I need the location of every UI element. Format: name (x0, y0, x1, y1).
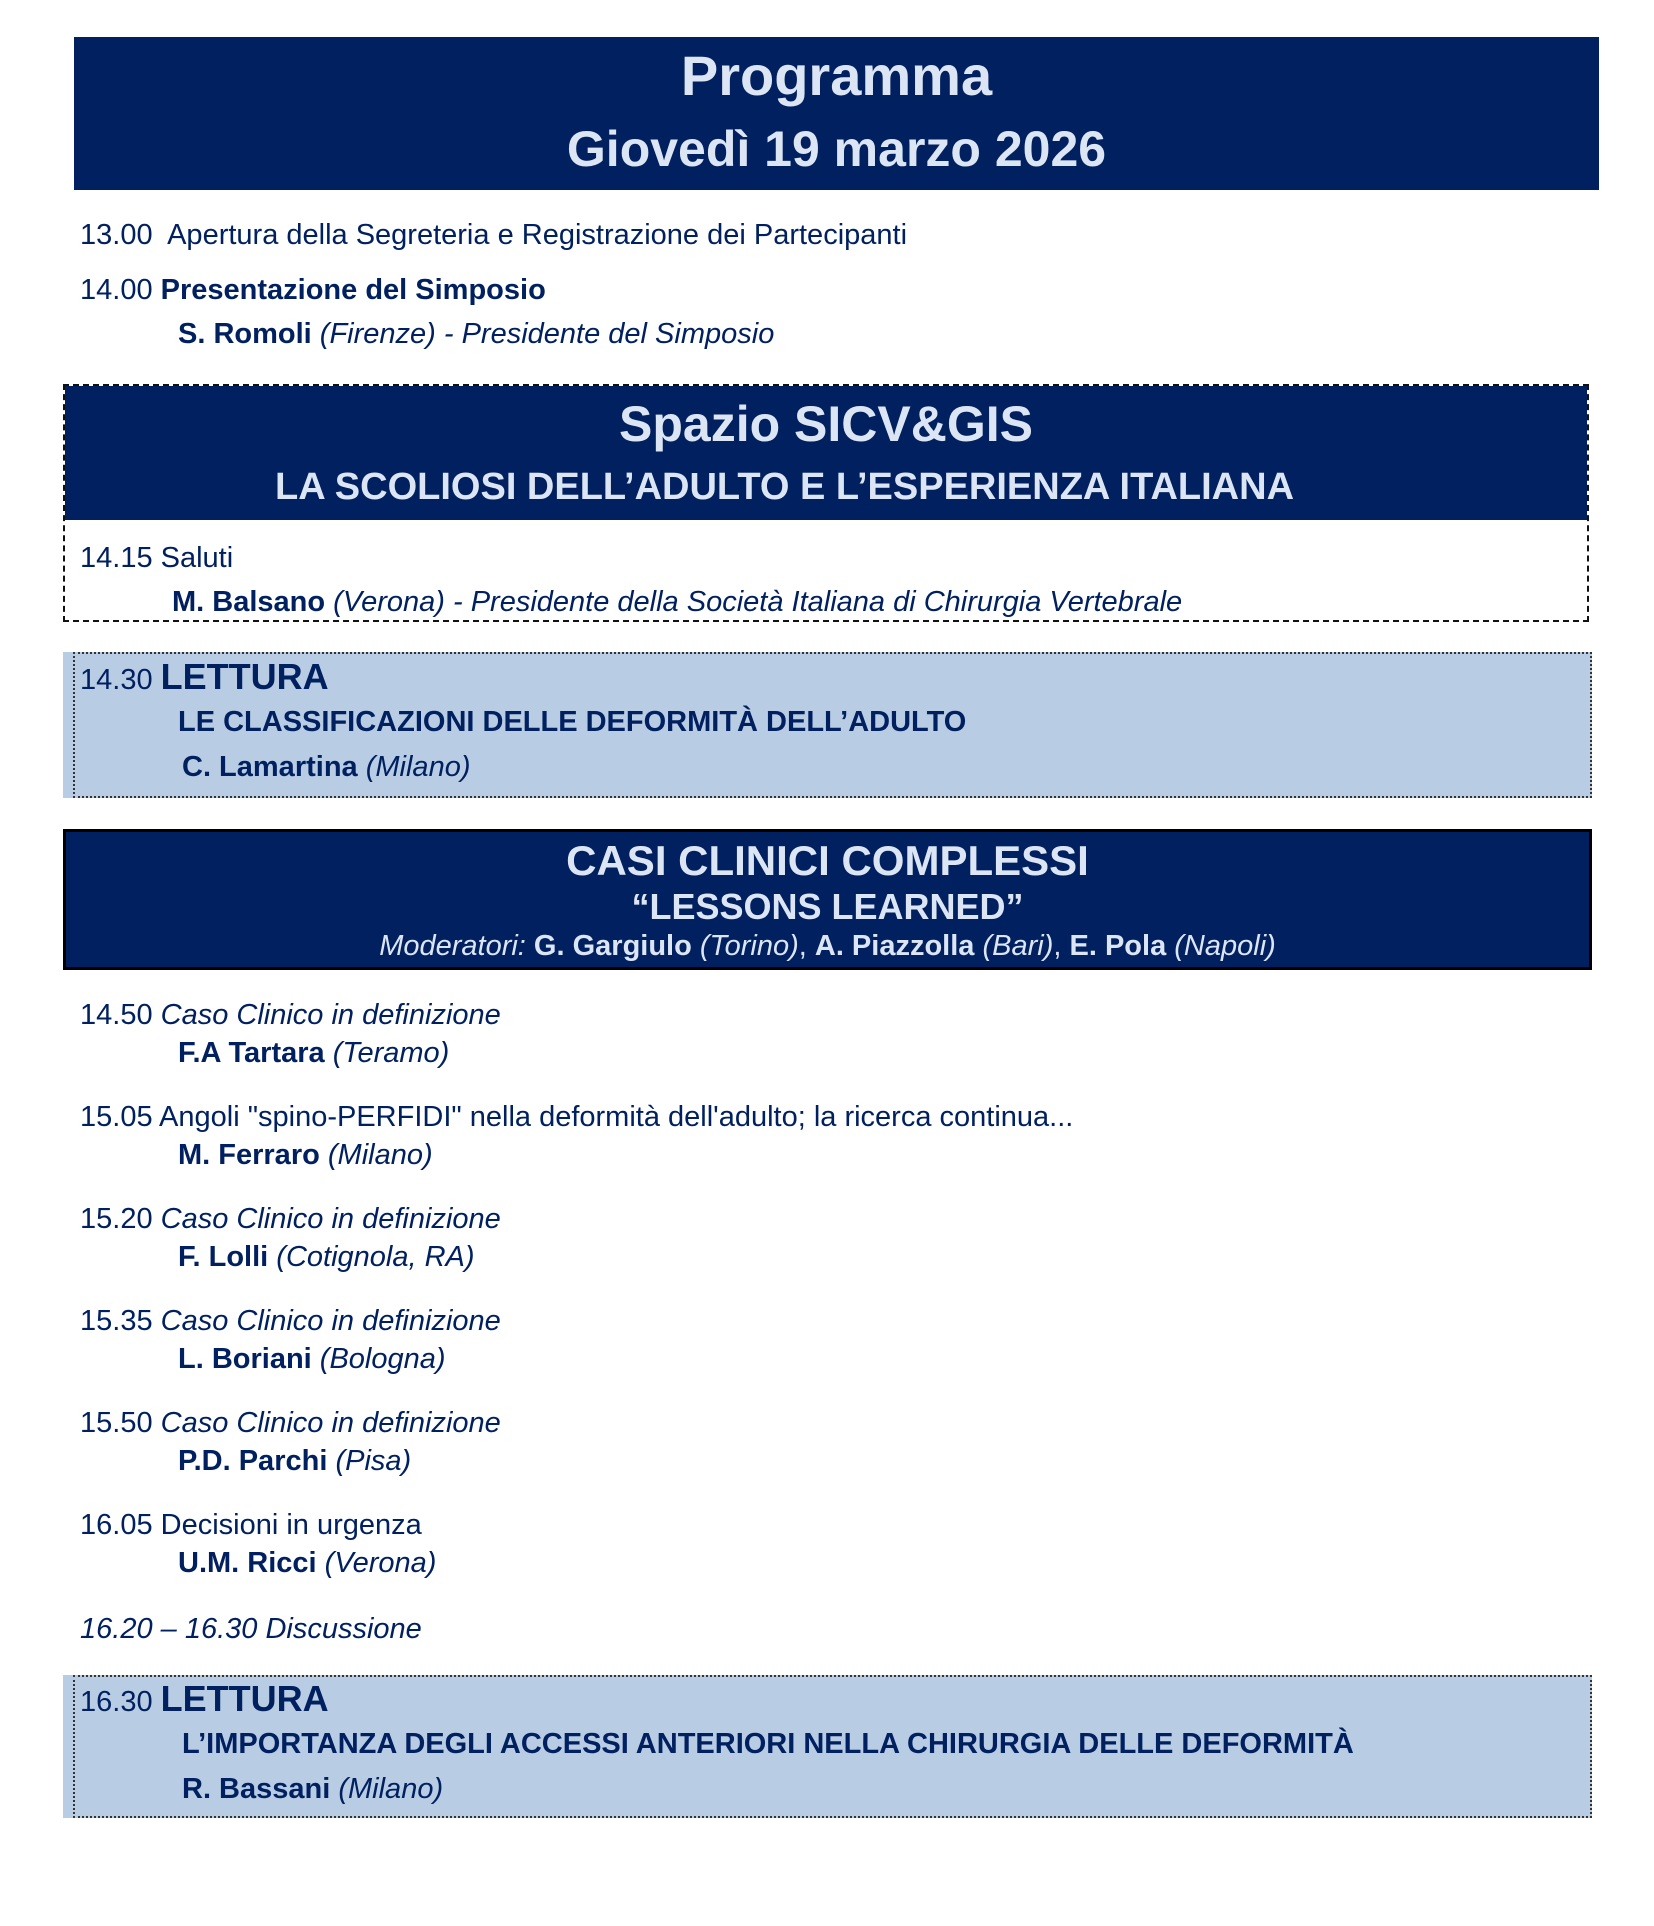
speaker-name: L. Boriani (178, 1343, 312, 1375)
separator: , (798, 930, 807, 962)
item-time: 13.00 (80, 219, 153, 251)
speaker-line (178, 1036, 449, 1070)
schedule-item-presentation (80, 273, 546, 307)
speaker-place: (Pisa) (335, 1445, 412, 1477)
moderator-name: G. Gargiulo (533, 930, 692, 962)
speaker-name: M. Balsano (172, 586, 326, 618)
item-text: Caso Clinico in definizione (160, 1203, 501, 1235)
moderator-place: (Torino) (699, 930, 799, 962)
speaker-name: R. Bassani (182, 1773, 331, 1805)
moderator-place: (Napoli) (1174, 930, 1276, 962)
speaker-name: U.M. Ricci (178, 1547, 317, 1579)
speaker-place: (Teramo) (332, 1037, 450, 1069)
item-text: Angoli "spino-PERFIDI" nella deformità dell'adulto; la ricerca continua... (159, 1101, 1074, 1133)
sicv-header (65, 386, 1587, 520)
program-date: Giovedì 19 marzo 2026 (566, 121, 1107, 177)
item-time: 14.00 (80, 274, 153, 306)
speaker-line (182, 1772, 443, 1806)
speaker-line (178, 1342, 446, 1376)
moderators (66, 929, 1589, 963)
speaker-name: F.A Tartara (178, 1037, 325, 1069)
item-text: Presentazione del Simposio (160, 274, 546, 306)
item-text: Caso Clinico in definizione (160, 999, 501, 1031)
speaker-place: (Cotignola, RA) (276, 1241, 475, 1273)
speaker-line (178, 1546, 436, 1580)
program-title: Programma (680, 44, 993, 107)
speaker-role: - Presidente della Società Italiana di Chirurgia Vertebrale (452, 586, 1183, 618)
item-time: 14.30 (80, 664, 153, 696)
schedule-item (80, 1202, 501, 1236)
lettura-label: LETTURA (160, 1678, 329, 1719)
speaker-place: (Bologna) (319, 1343, 446, 1375)
schedule-item-saluti (80, 541, 233, 575)
speaker-place: (Milano) (327, 1139, 433, 1171)
item-text: Caso Clinico in definizione (160, 1407, 501, 1439)
lettura-title: LE CLASSIFICAZIONI DELLE DEFORMITÀ DELL’ADULTO (178, 706, 967, 738)
speaker-line (178, 1240, 475, 1274)
program-header (74, 37, 1599, 190)
sicv-title: Spazio SICV&GIS (619, 396, 1033, 452)
lettura-title: L’IMPORTANZA DEGLI ACCESSI ANTERIORI NELLA CHIRURGIA DELLE DEFORMITÀ (182, 1728, 1354, 1760)
speaker-role: - Presidente del Simposio (443, 318, 775, 350)
speaker-place: (Milano) (365, 751, 471, 783)
item-time: 15.20 (80, 1203, 153, 1235)
moderator-name: A. Piazzolla (814, 930, 975, 962)
item-time: 14.50 (80, 999, 153, 1031)
item-text: Decisioni in urgenza (160, 1509, 422, 1541)
speaker-place: (Verona) (324, 1547, 437, 1579)
casi-header (63, 829, 1592, 970)
speaker-name: P.D. Parchi (178, 1445, 328, 1477)
separator: , (1053, 930, 1062, 962)
lettura-label: LETTURA (160, 656, 329, 697)
item-time: 16.05 (80, 1509, 153, 1541)
speaker-name: F. Lolli (178, 1241, 269, 1273)
speaker-name: C. Lamartina (182, 751, 358, 783)
schedule-item (80, 1304, 501, 1338)
item-time: 15.05 (80, 1101, 153, 1133)
schedule-item (80, 1508, 422, 1542)
lettura-heading (80, 1678, 329, 1719)
schedule-item (80, 1100, 1073, 1134)
sicv-subtitle: LA SCOLIOSI DELL’ADULTO E L’ESPERIENZA ITALIANA (275, 466, 1295, 508)
speaker-place: (Milano) (338, 1773, 444, 1805)
speaker-line (178, 1138, 433, 1172)
lettura-heading (80, 656, 329, 697)
schedule-item (80, 1406, 501, 1440)
speaker-place: (Verona) (333, 586, 445, 618)
item-time: 14.15 (80, 542, 153, 574)
casi-title: CASI CLINICI COMPLESSI (566, 837, 1089, 884)
speaker-place: (Firenze) (319, 318, 436, 350)
item-text: Saluti (160, 542, 234, 574)
speaker-line (172, 585, 1182, 619)
speaker-name: S. Romoli (178, 318, 312, 350)
item-time: 16.30 (80, 1686, 153, 1718)
item-text: Caso Clinico in definizione (160, 1305, 501, 1337)
schedule-item-opening (80, 218, 907, 252)
speaker-name: M. Ferraro (178, 1139, 320, 1171)
discussion-item: 16.20 – 16.30 Discussione (80, 1613, 422, 1645)
moderator-place: (Bari) (982, 930, 1054, 962)
moderator-name: E. Pola (1069, 930, 1167, 962)
item-text: Apertura della Segreteria e Registrazione dei Partecipanti (167, 219, 908, 251)
item-time: 15.35 (80, 1305, 153, 1337)
speaker-line (178, 317, 774, 351)
schedule-item (80, 998, 501, 1032)
item-time: 15.50 (80, 1407, 153, 1439)
casi-subtitle: “LESSONS LEARNED” (631, 886, 1024, 927)
speaker-line (178, 1444, 411, 1478)
speaker-line (182, 750, 470, 784)
moderators-label: Moderatori: (379, 930, 526, 962)
